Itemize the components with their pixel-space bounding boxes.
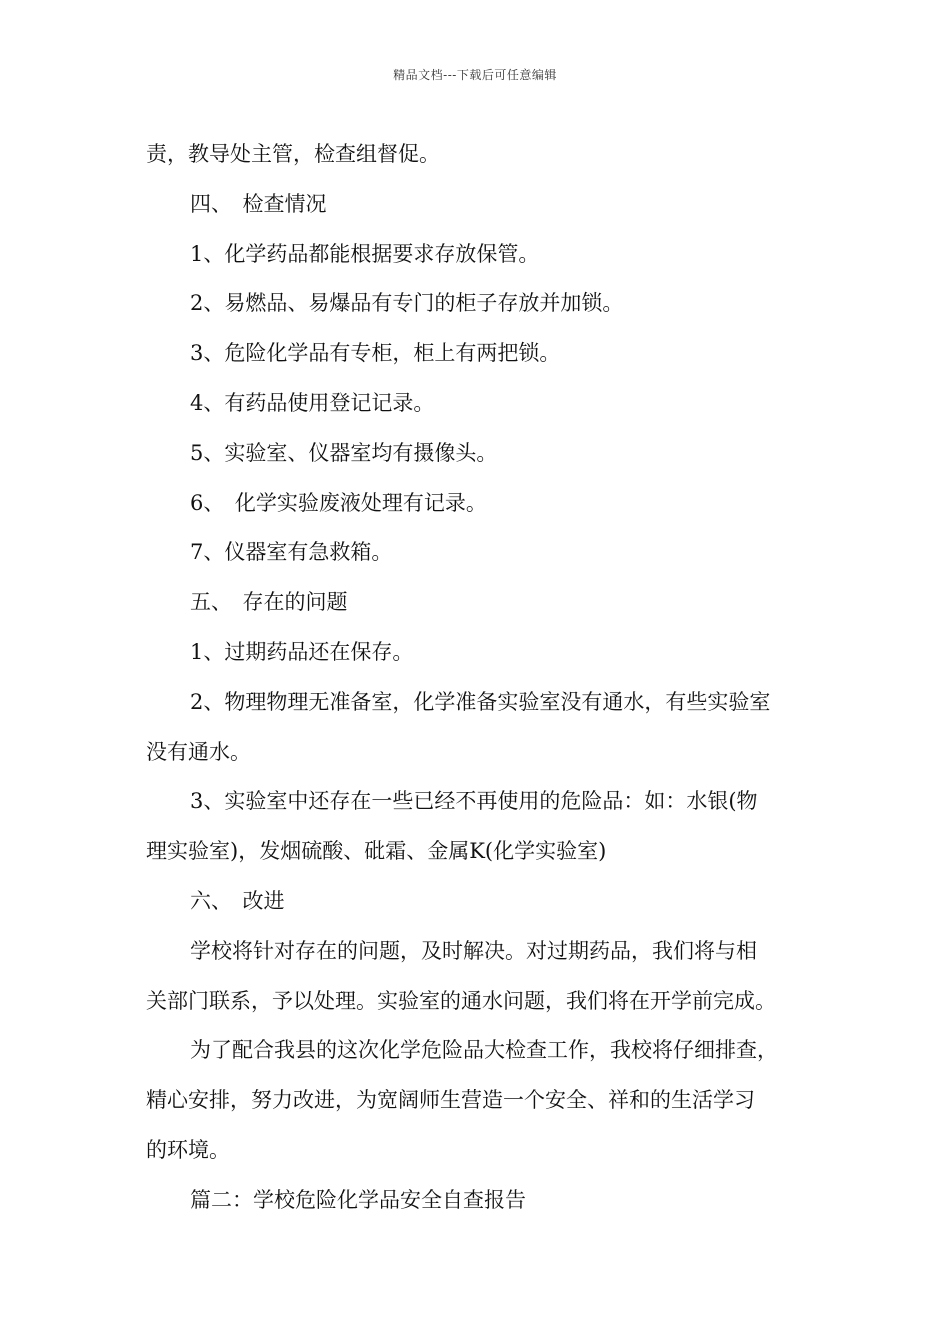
section-heading-inspection: 四、 检查情况 [190,191,327,216]
paragraph-line: 理实验室)，发烟硫酸、砒霜、金属K(化学实验室) [146,839,607,864]
page-header: 精品文档---下载后可任意编辑 [393,68,557,82]
paragraph-line: 没有通水。 [146,739,251,764]
list-item: 1、化学药品都能根据要求存放保管。 [190,241,540,266]
section-heading-improvement: 六、 改进 [190,888,285,913]
paragraph-line: 学校将针对存在的问题，及时解决。对过期药品，我们将与相 [190,938,757,963]
paragraph-line: 的环境。 [146,1137,230,1162]
paragraph-line: 关部门联系，予以处理。实验室的通水问题，我们将在开学前完成。 [146,988,776,1013]
list-item: 2、易燃品、易爆品有专门的柜子存放并加锁。 [190,291,624,316]
list-item: 2、物理物理无准备室，化学准备实验室没有通水，有些实验室 [190,689,771,714]
list-item: 5、实验室、仪器室均有摄像头。 [190,440,498,465]
paragraph-line: 责，教导处主管，检查组督促。 [146,142,440,166]
list-item: 6、 化学实验废液处理有记录。 [190,490,487,515]
list-item: 3、危险化学品有专柜，柜上有两把锁。 [190,341,561,366]
paragraph-line: 精心安排，努力改进，为宽阔师生营造一个安全、祥和的生活学习 [146,1088,755,1113]
paragraph-line: 为了配合我县的这次化学危险品大检查工作，我校将仔细排查， [190,1038,778,1063]
document-body [146,130,811,1226]
list-item: 3、实验室中还存在一些已经不再使用的危险品：如：水银(物 [190,789,758,814]
list-item: 7、仪器室有急救箱。 [190,540,393,565]
chapter-heading: 篇二：学校危险化学品安全自查报告 [190,1187,526,1212]
section-heading-problems: 五、 存在的问题 [190,590,348,615]
list-item: 4、有药品使用登记记录。 [190,390,435,415]
list-item: 1、过期药品还在保存。 [190,639,414,664]
